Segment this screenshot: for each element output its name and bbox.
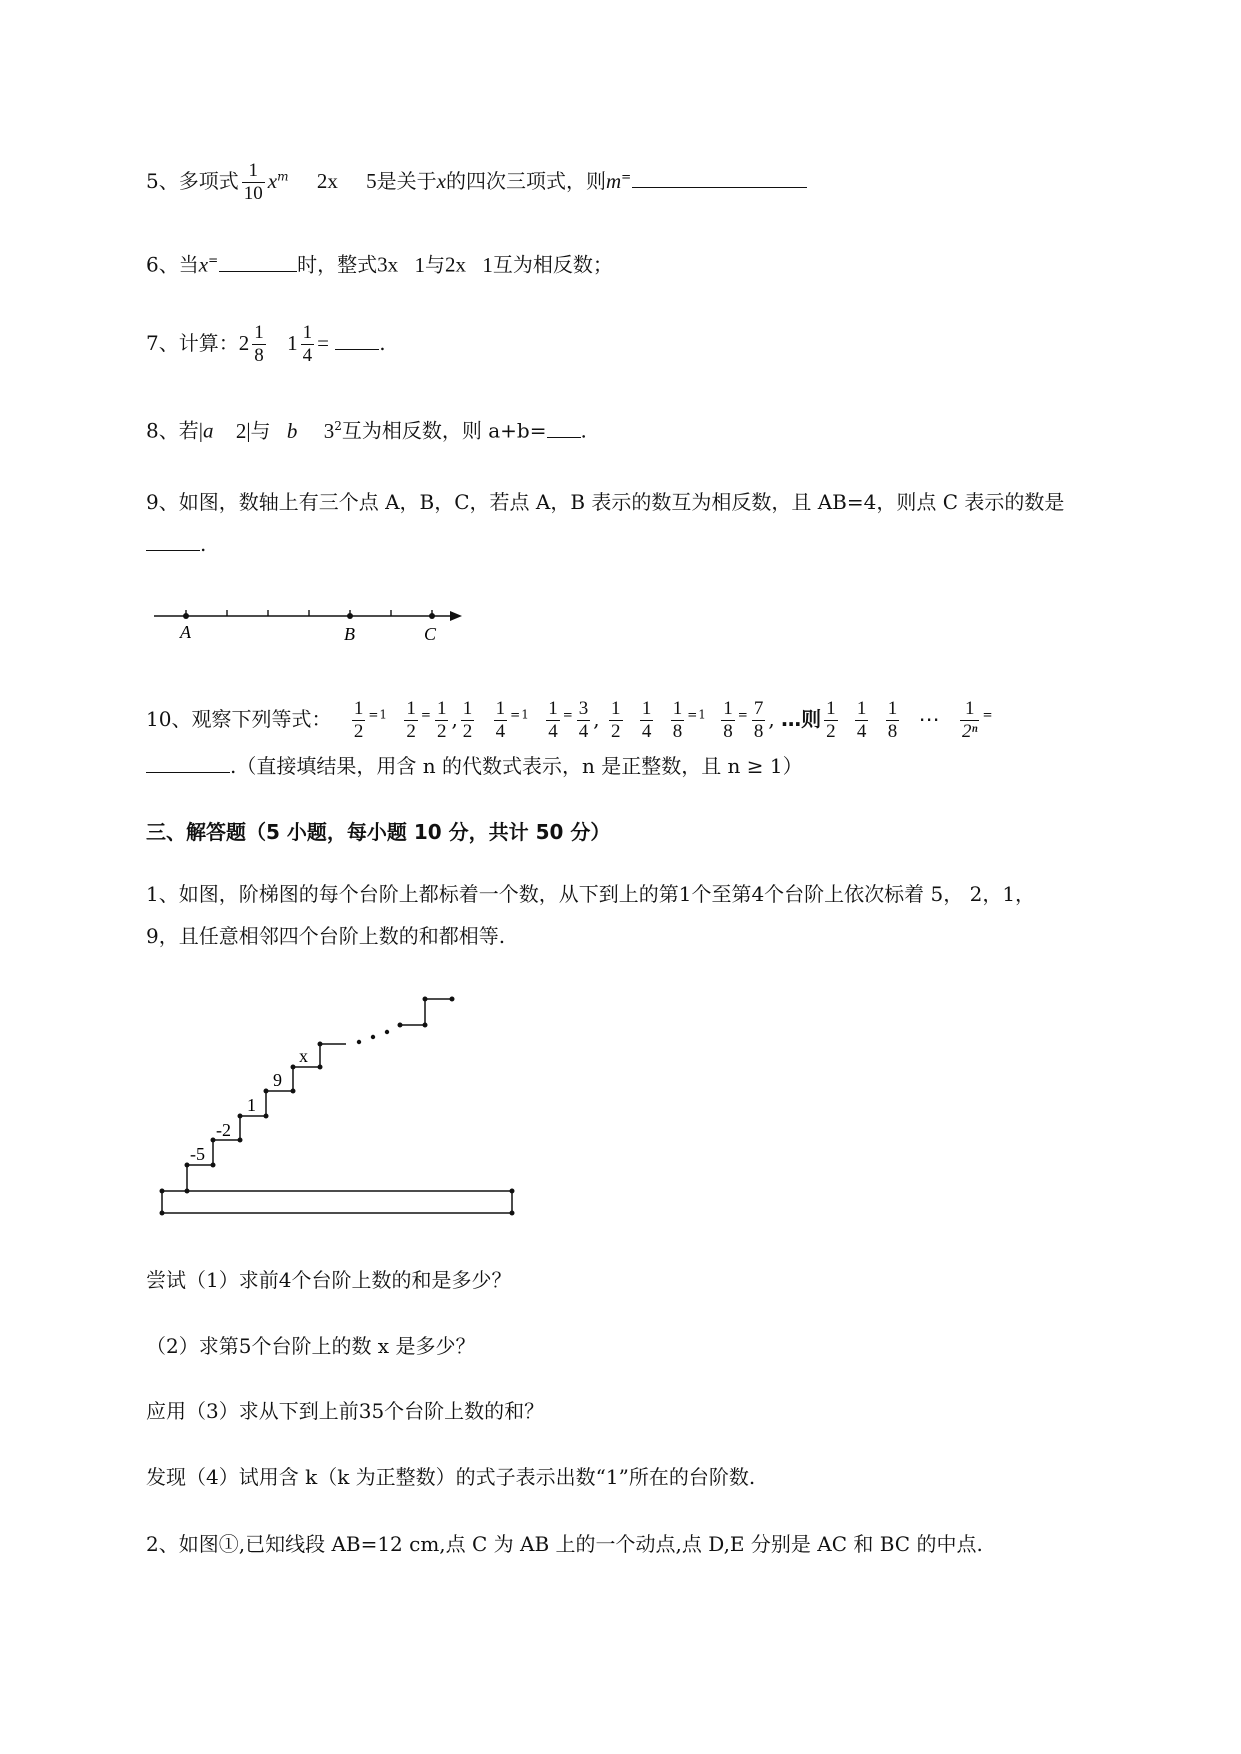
q5-answer-blank[interactable] bbox=[632, 167, 807, 188]
ellipsis-dots-icon bbox=[357, 1030, 389, 1044]
point-b bbox=[347, 613, 353, 619]
q10-eq-c: =1 bbox=[687, 707, 707, 722]
staircase-base bbox=[162, 1191, 512, 1213]
q6-text3: 互为相反数； bbox=[492, 252, 613, 277]
number-line-ticks bbox=[186, 610, 432, 616]
q10-frac-g: $\frac{3}{4}$ bbox=[578, 698, 589, 742]
q7-fraction-2 bbox=[301, 322, 315, 367]
step-label-5: x bbox=[299, 1046, 308, 1066]
q10-frac-p: $\frac{1}{\text{2ⁿ}}$ bbox=[962, 698, 978, 742]
q6-const1: 1 bbox=[414, 252, 425, 277]
q5-frac-num: 1 bbox=[242, 160, 265, 183]
question-8: 8、若|a 2|与 b $3^2$互为相反数，则 a+b= . bbox=[146, 418, 587, 443]
q10-frac-a: $\frac{1}{2}$ bbox=[353, 698, 364, 742]
q8-answer-blank[interactable] bbox=[547, 417, 581, 438]
q10-frac-l: $\frac{7}{8}$ bbox=[753, 698, 764, 742]
question-9-answer-line bbox=[146, 530, 206, 558]
q5-eq: = bbox=[621, 169, 633, 184]
question-5 bbox=[146, 160, 807, 205]
q8-abs-expr: a bbox=[202, 418, 214, 443]
q6-prefix: 6、当 bbox=[146, 252, 199, 277]
q8-sup: 2 bbox=[334, 419, 342, 433]
q8-end: . bbox=[580, 418, 587, 443]
q10-cdots: ⋯ bbox=[918, 707, 940, 731]
q8-prefix: 8、若 bbox=[146, 418, 199, 443]
problem-1-q3: 应用（3）求从下到上前35个台阶上数的和？ bbox=[146, 1399, 545, 1423]
staircase-corner-dots bbox=[160, 1042, 515, 1216]
q10-frac-c: $\frac{1}{2}$ bbox=[436, 698, 447, 742]
question-9: 9、如图，数轴上有三个点 A，B，C，若点 A，B 表示的数互为相反数，且 AB=4，则点 C 表示的数是 bbox=[146, 490, 1065, 514]
q10-answer-blank[interactable] bbox=[146, 752, 230, 773]
step-label-4: 9 bbox=[273, 1070, 282, 1090]
q7-whole2: 1 bbox=[287, 331, 298, 355]
q8-text1: 与 bbox=[250, 418, 271, 443]
problem-2-line-1: 2、如图①,已知线段 AB=12 cm,点 C 为 AB 上的一个动点,点 D,E 分别是 AC 和 BC 的中点. bbox=[146, 1532, 983, 1556]
point-c bbox=[429, 613, 435, 619]
problem-1-q1: 尝试（1）求前4个台阶上数的和是多少？ bbox=[146, 1268, 512, 1292]
q5-var-m: m bbox=[606, 169, 622, 193]
q8-text2: 互为相反数，则 a+b= bbox=[341, 418, 547, 443]
q5-text1: 是关于 bbox=[376, 169, 437, 193]
problem-1-q4: 发现（4）试用含 k（k 为正整数）的式子表示出数“1”所在的台阶数. bbox=[146, 1465, 756, 1489]
q10-frac-f: $\frac{1}{4}$ bbox=[548, 698, 558, 742]
q6-expr2: 2x bbox=[444, 252, 466, 277]
arrow-right-icon bbox=[450, 611, 462, 621]
question-10-line-2 bbox=[146, 752, 803, 780]
q7-prefix: 7、计算： bbox=[146, 331, 239, 355]
q10-frac-i: $\frac{1}{4}$ bbox=[641, 698, 652, 742]
q7-den1: 8 bbox=[254, 345, 264, 366]
q10-frac-d: $\frac{1}{2}$ bbox=[462, 698, 473, 742]
staircase-steps bbox=[187, 1044, 320, 1191]
label-a: A bbox=[180, 622, 191, 642]
q7-answer-blank[interactable] bbox=[335, 329, 379, 350]
q5-text2: 的四次三项式，则 bbox=[446, 169, 606, 193]
q7-eq: = bbox=[317, 331, 329, 355]
q10-dots-then: …则 bbox=[781, 707, 822, 731]
question-6 bbox=[146, 246, 613, 279]
q7-fraction-1 bbox=[252, 322, 266, 367]
q10-eq-b: =1 bbox=[510, 707, 530, 722]
staircase-figure bbox=[150, 985, 530, 1230]
q9-answer-blank[interactable] bbox=[146, 530, 200, 551]
q10-frac-m: $\frac{1}{2}$ bbox=[826, 698, 836, 742]
q6-var: x bbox=[198, 252, 209, 277]
q10-frac-o: $\frac{1}{8}$ bbox=[887, 698, 898, 742]
q7-end: . bbox=[379, 331, 386, 355]
q10-frac-k: $\frac{1}{8}$ bbox=[723, 698, 733, 742]
section-3-title: 三、解答题（5 小题，每小题 10 分，共计 50 分） bbox=[146, 820, 611, 844]
q8-const: 3 bbox=[323, 418, 335, 443]
staircase-top-steps bbox=[400, 999, 452, 1025]
q10-frac-b: $\frac{1}{2}$ bbox=[406, 698, 416, 742]
q7-num2: 1 bbox=[302, 322, 313, 343]
q5-prefix: 5、多项式 bbox=[146, 169, 239, 193]
q6-eq: = bbox=[208, 253, 220, 267]
label-c: C bbox=[424, 624, 437, 644]
q5-var: x bbox=[436, 169, 446, 193]
step-label-1: -5 bbox=[190, 1144, 205, 1164]
q10-frac-e: $\frac{1}{4}$ bbox=[495, 698, 506, 742]
label-b: B bbox=[344, 624, 355, 644]
q10-frac-j: $\frac{1}{8}$ bbox=[672, 698, 683, 742]
q5-frac-den: 10 bbox=[243, 183, 263, 204]
q8-abs-const: 2 bbox=[235, 418, 247, 443]
problem-1-q2: （2）求第5个台阶上的数 x 是多少？ bbox=[146, 1334, 476, 1358]
step-label-2: -2 bbox=[216, 1120, 231, 1140]
q6-const2: 1 bbox=[482, 252, 493, 277]
q5-const: 5 bbox=[366, 169, 377, 193]
q6-answer-blank[interactable] bbox=[219, 251, 297, 272]
point-a bbox=[183, 613, 189, 619]
q10-frac-n: $\frac{1}{4}$ bbox=[856, 698, 867, 742]
q7-den2: 4 bbox=[302, 345, 313, 366]
q10-frac-h: $\frac{1}{2}$ bbox=[611, 698, 621, 742]
q7-num1: 1 bbox=[254, 322, 264, 343]
q7-whole1: 2 bbox=[238, 331, 250, 355]
problem-1-line-2: 9，且任意相邻四个台阶上数的和都相等. bbox=[146, 924, 506, 948]
q10-prefix: 10、观察下列等式： bbox=[146, 707, 332, 731]
q9-end: . bbox=[200, 532, 207, 556]
number-line-figure bbox=[150, 598, 470, 648]
q5-term-2x: 2x bbox=[316, 169, 338, 193]
q10-instruction: .（直接填结果，用含 n 的代数式表示，n 是正整数，且 n ≥ 1） bbox=[230, 754, 803, 778]
q8-var-b: b bbox=[286, 418, 298, 443]
q6-text1: 时，整式 bbox=[297, 252, 378, 277]
question-7 bbox=[146, 322, 386, 367]
q5-fraction bbox=[242, 160, 265, 205]
question-10: 10、观察下列等式： $\frac{1}{2}$ $^{=1}$ $\frac{1}{2}$ = $\frac{1}{2}$ , $\frac{1}{2}$ $\frac{1}{4}$ $^{=1}$ $\frac{1}{4}$ = $\frac{3}{4}$ , $\frac{1}{2}$ $\frac{1}{4}$ $\frac{1}{8}$ $^{=1}$ $\frac{1}{8}$ = $\frac{7}{8}$ , …则 $\frac{1}{2}$ $\frac{1}{4}$ $\frac{1}{8}$ ⋯ $\frac{1}{\text{2ⁿ}}$ = bbox=[146, 698, 994, 742]
q6-expr1: 3x bbox=[377, 252, 399, 277]
q5-sup-m: m bbox=[277, 169, 289, 184]
q10-eq-a: =1 bbox=[368, 707, 389, 722]
q5-var-x: x bbox=[267, 169, 278, 193]
problem-1-line-1: 1、如图，阶梯图的每个台阶上都标着一个数，从下到上的第1个至第4个台阶上依次标着 5， 2，1， bbox=[146, 882, 1036, 906]
q6-text2: 与 bbox=[424, 252, 445, 277]
step-label-3: 1 bbox=[247, 1095, 256, 1115]
